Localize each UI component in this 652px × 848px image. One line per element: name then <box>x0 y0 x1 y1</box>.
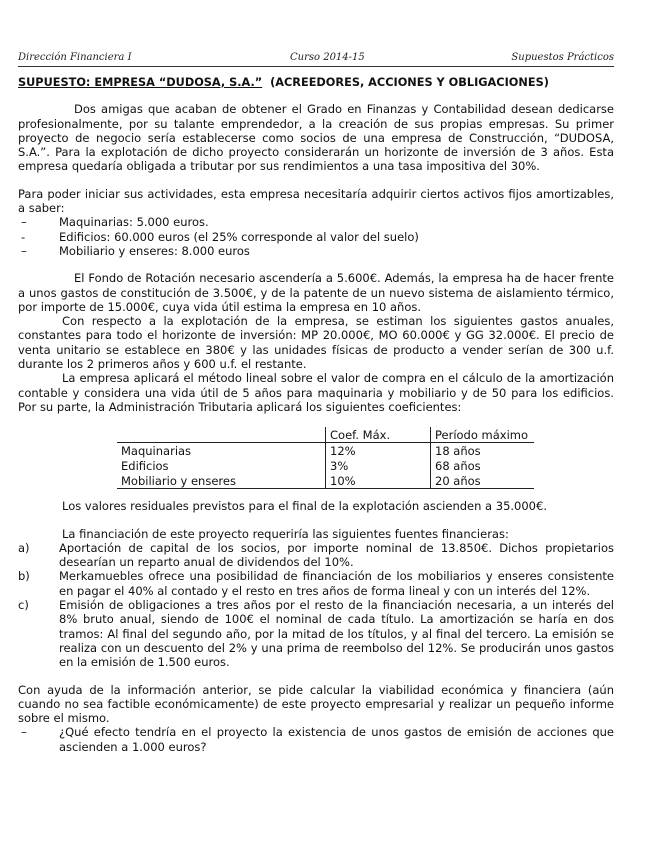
list-item-text: Emisión de obligaciones a tres años por el resto de la financiación necesaria, a un interés del 8% bruto anual, siendo de 100€ el nominal de cada título. La amortización se haría en dos tramos: Al final del segundo año, por la mitad de los títulos, y al final del tercero. La emisión se realiza con un descuento del 2% y una prima de reembolso del 12%. Se producirán unos gastos en la emisión de 1.500 euros. <box>59 598 614 670</box>
explotacion-paragraph: Con respecto a la explotación de la empresa, se estiman los siguientes gastos anuales, constantes para todo el horizonte de inversión: MP 20.000€, MO 60.000€ y GG 32.000€. El precio de venta unitario se establece en 380€ y las unidades físicas de producto a vender serían de 300 u.f. durante los 2 primeros años y 600 u.f. el restante. <box>18 314 614 372</box>
table-header-cell: Período máximo <box>431 427 535 443</box>
financing-list <box>18 541 614 670</box>
list-item-text: Edificios: 60.000 euros (el 25% corresponde al valor del suelo) <box>59 229 419 244</box>
list-item-text: Aportación de capital de los socios, por importe nominal de 13.850€. Dichos propietarios desearían un reparto anual de dividendos del 10%. <box>59 540 614 570</box>
table-row <box>117 443 534 459</box>
table-header-cell: Coef. Máx. <box>326 427 431 443</box>
header-left: Dirección Financiera I <box>18 52 132 63</box>
table-cell: Edificios <box>121 458 169 473</box>
asset-item <box>18 230 614 244</box>
financing-item <box>18 569 614 598</box>
list-marker: – <box>21 215 27 230</box>
sub-questions-list <box>18 725 614 754</box>
residuales-paragraph: Los valores residuales previstos para el final de la explotación ascienden a 35.000€. <box>62 499 547 514</box>
table-cell: Maquinarias <box>121 443 192 458</box>
fondo-paragraph: El Fondo de Rotación necesario ascendería a 5.600€. Además, la empresa ha de hacer frente a unos gastos de constitución de 3.500€, y de la patente de un nuevo sistema de aislamiento térmico, por importe de 15.000€, cuya vida útil estima la empresa en 10 años. <box>18 271 614 314</box>
case-title-main: SUPUESTO: EMPRESA “DUDOSA, S.A.” <box>18 76 263 89</box>
table-row <box>117 473 534 489</box>
list-marker: b) <box>18 569 30 584</box>
list-marker: - <box>21 229 26 244</box>
list-item-text: Maquinarias: 5.000 euros. <box>59 215 209 230</box>
asset-item <box>18 215 614 229</box>
assets-intro: Para poder iniciar sus actividades, esta empresa necesitaría adquirir ciertos activos fijos amortizables, a saber: <box>18 186 614 216</box>
list-marker: – <box>21 243 27 258</box>
table-cell: 3% <box>326 458 431 473</box>
header-divider <box>18 66 614 67</box>
table-row <box>117 458 534 473</box>
list-item-text: Mobiliario y enseres: 8.000 euros <box>59 243 250 258</box>
table-cell: Mobiliario y enseres <box>117 473 326 489</box>
document-body <box>18 76 614 754</box>
table-cell: 20 años <box>431 473 535 489</box>
table-cell: 68 años <box>431 458 535 473</box>
list-marker: c) <box>18 598 29 613</box>
financing-item <box>18 541 614 570</box>
table-cell: 18 años <box>431 443 535 459</box>
list-marker: a) <box>18 540 30 555</box>
list-item-text: Merkamuebles ofrece una posibilidad de financiación de los mobiliarios y enseres consistente en pagar el 40% al contado y el resto en tres años de forma lineal y con un interés del 12%. <box>59 569 614 598</box>
financing-intro: La financiación de este proyecto requeriría las siguientes fuentes financieras: <box>62 526 509 541</box>
financing-item <box>18 598 614 669</box>
table-cell: 10% <box>326 473 431 489</box>
sub-question-item <box>18 725 614 754</box>
amortizacion-paragraph: La empresa aplicará el método lineal sobre el valor de compra en el cálculo de la amortización contable y considera una vida útil de 5 años para maquinaria y mobiliario y de 50 para los edificios. Por su parte, la Administración Tributaria aplicará los siguientes coeficientes: <box>18 371 614 414</box>
table-header-cell <box>117 427 326 443</box>
question-paragraph: Con ayuda de la información anterior, se pide calcular la viabilidad económica y financiera (aún cuando no sea factible económicamente) de este proyecto empresarial y realizar un pequeño informe sobre el mismo. <box>18 682 614 726</box>
case-title <box>18 76 614 90</box>
assets-list <box>18 215 614 258</box>
case-title-sub: (ACREEDORES, ACCIONES Y OBLIGACIONES) <box>270 76 549 89</box>
header-right: Supuestos Prácticos <box>511 52 614 63</box>
coefficients-table <box>117 427 534 489</box>
running-header <box>18 52 614 66</box>
intro-paragraph: Dos amigas que acaban de obtener el Grado en Finanzas y Contabilidad desean dedicarse profesionalmente, por su talante emprendedor, a la creación de sus propias empresas. Su primer proyecto de negocio sería establecerse como socios de una empresa de Construcción, “DUDOSA, S.A.”. Para la explotación de dicho proyecto considerarán un horizonte de inversión de 3 años. Esta empresa quedaría obligada a tributar por sus rendimientos a una tasa impositiva del 30%. <box>18 102 614 174</box>
list-item-text: ¿Qué efecto tendría en el proyecto la existencia de unos gastos de emisión de acciones que ascienden a 1.000 euros? <box>59 725 614 754</box>
table-cell: 12% <box>326 443 431 459</box>
header-center: Curso 2014-15 <box>290 52 365 63</box>
table-header-row <box>117 427 534 443</box>
list-marker: – <box>21 725 27 740</box>
asset-item <box>18 244 614 258</box>
